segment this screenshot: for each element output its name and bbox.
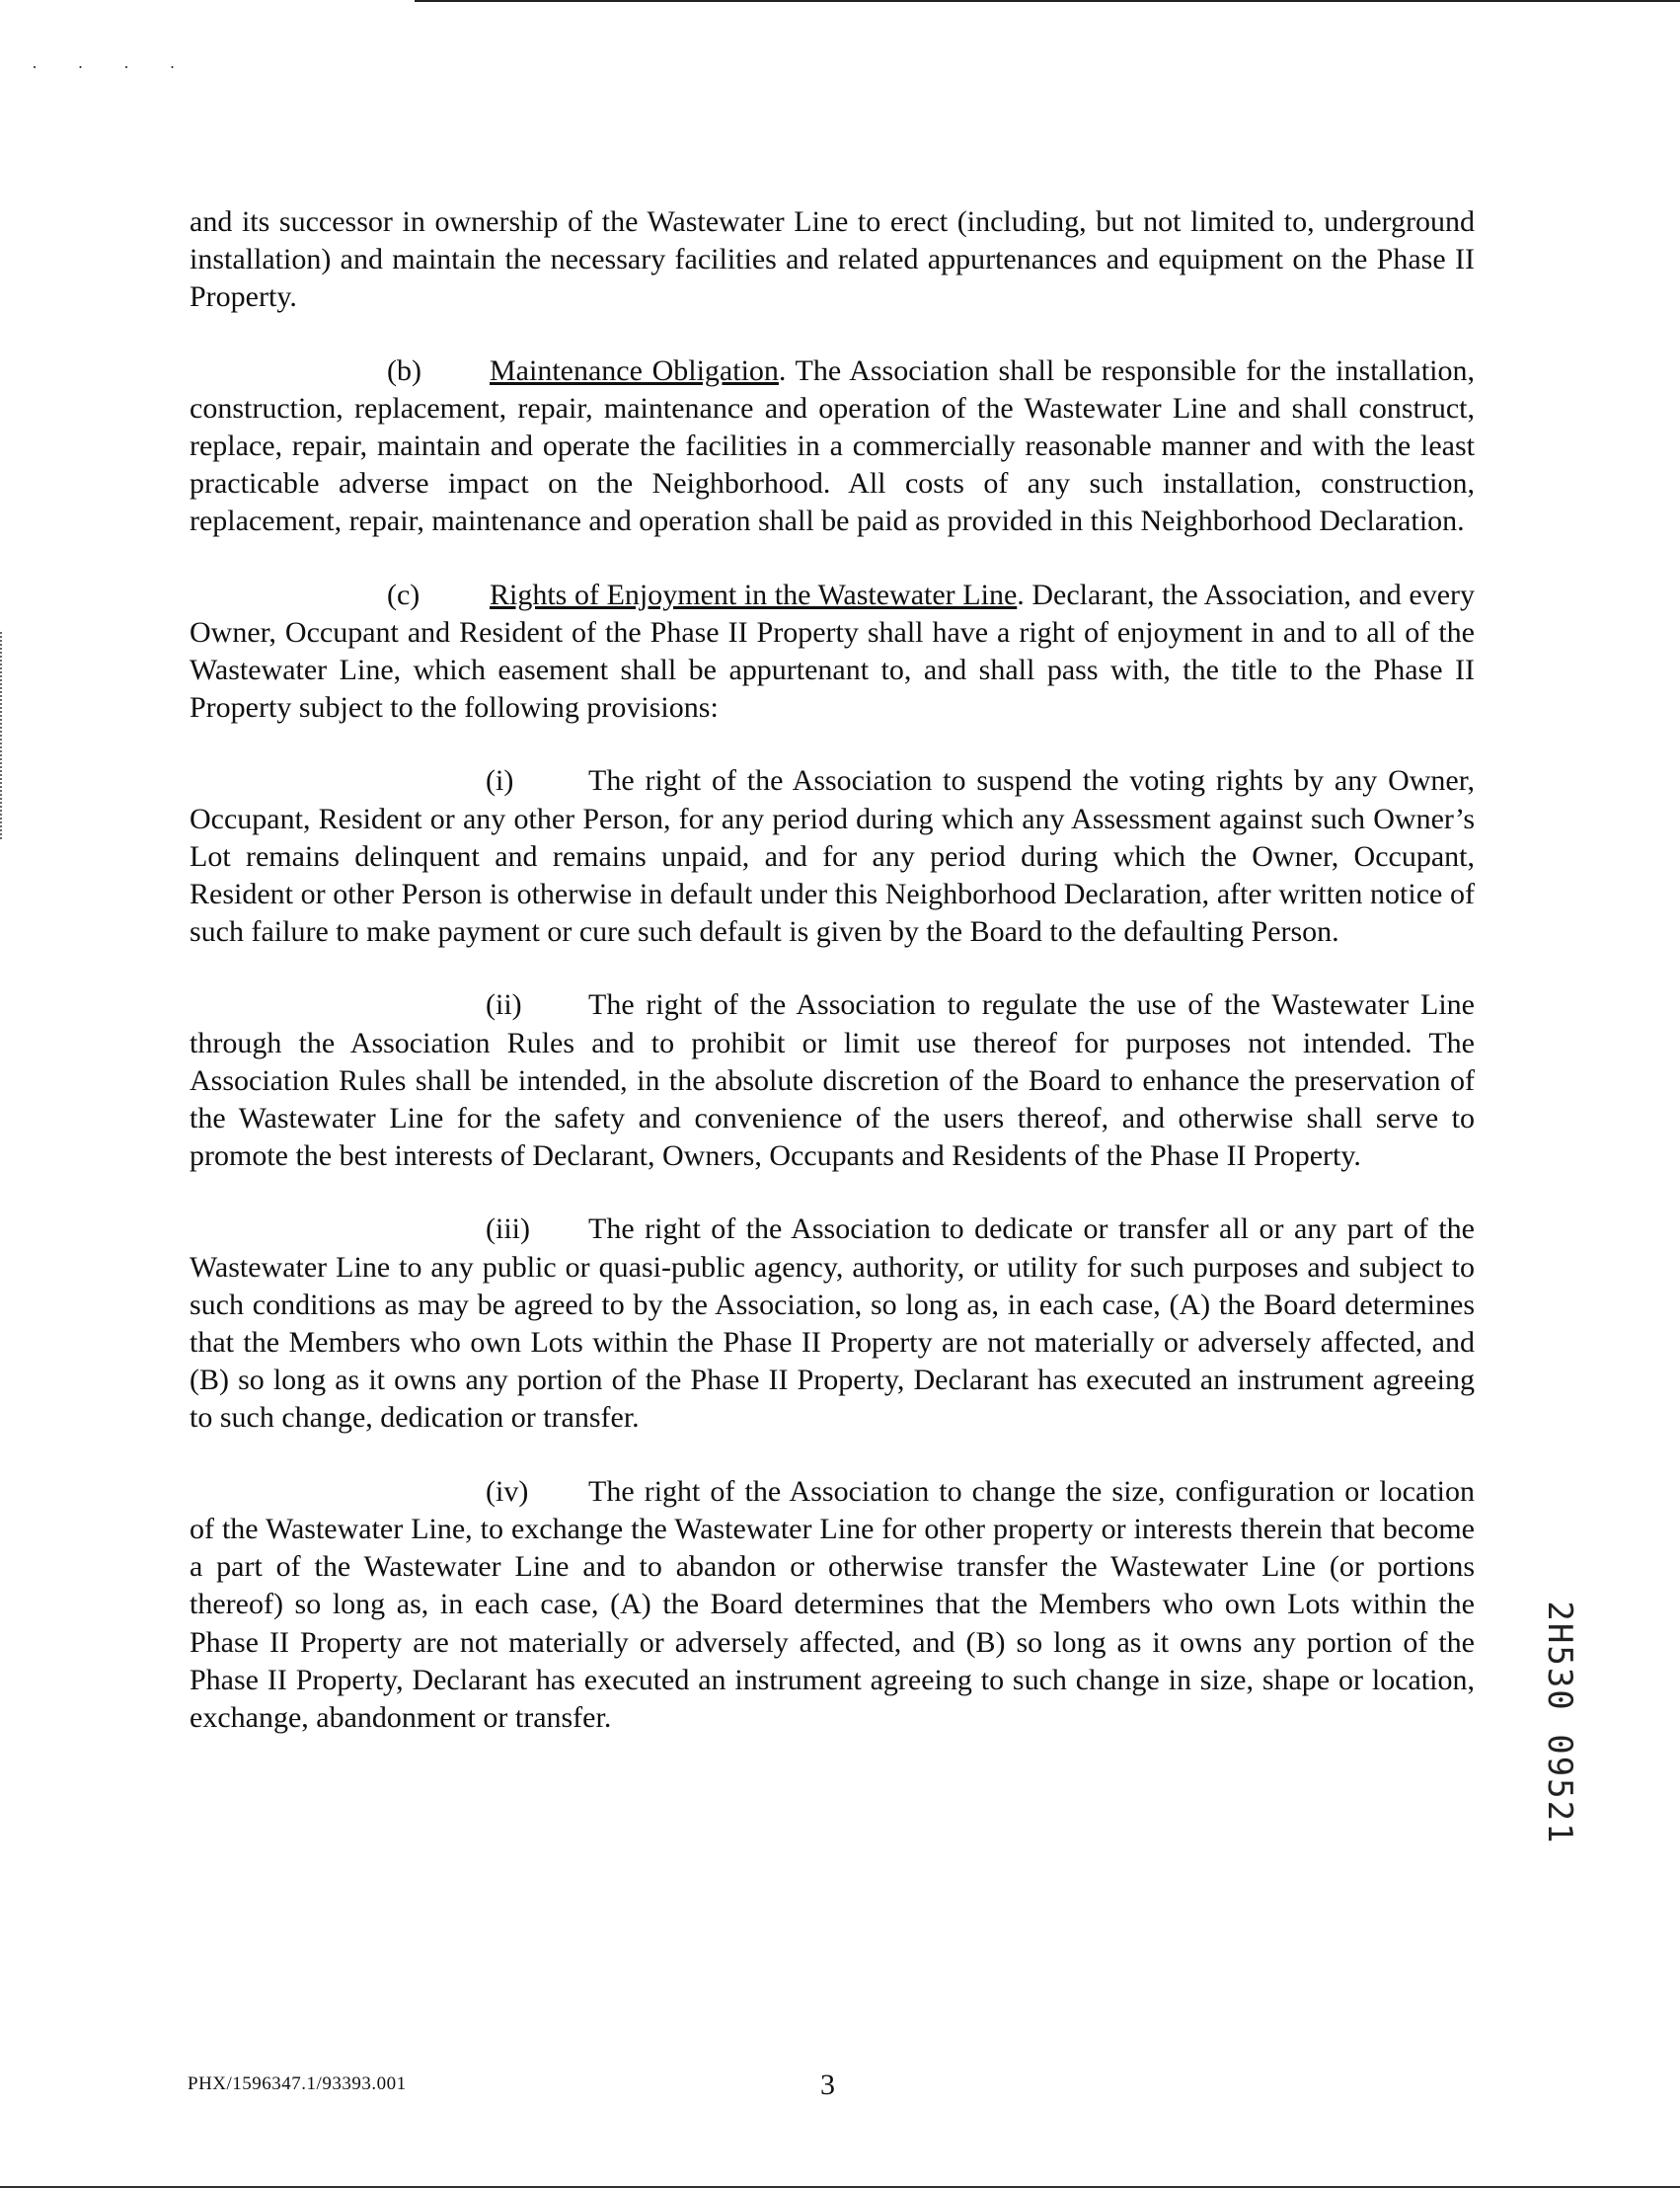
section-c-text: . Declarant, the Association, and every Owner, Occupant and Resident of the Phase II Property shall have a right of enjoyment in and to all of the Wastewater Line, which easement shall be appurtenant to, and shall pass with, the title to the Phase II Property subject to the following provisions: bbox=[190, 578, 1475, 725]
margin-recording-stamp bbox=[1535, 1590, 1584, 1856]
page-number: 3 bbox=[820, 2069, 835, 2101]
provision-i-text: The right of the Association to suspend the voting rights by any Owner, Occupant, Resident or any other Person, for any period during which any Assessment against such Owner’s Lot remains delinquent and remains unpaid, and for any period during which the Owner, Occupant, Resident or other Person is otherwise in default under this Neighborhood Declaration, after written notice of such failure to make payment or cure such default is given by the Board to the defaulting Person. bbox=[190, 764, 1475, 949]
provision-ii-marker: (ii) bbox=[486, 988, 522, 1022]
section-b-paragraph bbox=[190, 352, 1475, 541]
top-edge-rule bbox=[415, 0, 1680, 2]
margin-stamp-text: 2H530 09521 bbox=[1540, 1601, 1579, 1845]
section-c-paragraph bbox=[190, 577, 1475, 728]
left-margin-marks bbox=[0, 632, 6, 839]
provision-ii bbox=[190, 986, 1475, 1175]
provision-iii-marker: (iii) bbox=[486, 1212, 530, 1246]
document-body bbox=[190, 203, 1475, 1772]
provision-iii-text: The right of the Association to dedicate or transfer all or any part of the Wastewater Line to any public or quasi-public agency, authority, or utility for such purposes and subject to such conditions as may be agreed to by the Association, so long as, in each case, (A) the Board determines that the Members who own Lots within the Phase II Property are not materially or adversely affected, and (B) so long as it owns any portion of the Phase II Property, Declarant has executed an instrument agreeing to such change, dedication or transfer. bbox=[190, 1212, 1475, 1435]
section-b-marker: (b) bbox=[387, 353, 421, 387]
provision-ii-text: The right of the Association to regulate the use of the Wastewater Line through the Association Rules and to prohibit or limit use thereof for purposes not intended. The Association Rules shall be intended, in the absolute discretion of the Board to enhance the preservation of the Wastewater Line for the safety and convenience of the users thereof, and otherwise shall serve to promote the best interests of Declarant, Owners, Occupants and Residents of the Phase II Property. bbox=[190, 988, 1475, 1173]
footer-document-id: PHX/1596347.1/93393.001 bbox=[188, 2073, 407, 2094]
intro-paragraph: and its successor in ownership of the Wastewater Line to erect (including, but not limited to, underground installation) and maintain the necessary facilities and related appurtenances and equipment on the Phase II Property. bbox=[190, 205, 1475, 314]
provision-iii bbox=[190, 1211, 1475, 1437]
provision-iv bbox=[190, 1473, 1475, 1737]
section-b-text: . The Association shall be responsible for the installation, construction, replacement, repair, maintenance and operation of the Wastewater Line and shall construct, replace, repair, maintain and operate the facilities in a commercially reasonable manner and with the least practicable adverse impact on the Neighborhood. All costs of any such installation, construction, replacement, repair, maintenance and operation shall be paid as provided in this Neighborhood Declaration. bbox=[190, 353, 1475, 538]
scan-artifact-dots: · · · · bbox=[32, 57, 193, 77]
section-c-marker: (c) bbox=[387, 578, 420, 611]
provision-iv-marker: (iv) bbox=[486, 1474, 529, 1508]
section-b-heading: Maintenance Obligation bbox=[490, 353, 779, 387]
provision-iv-text: The right of the Association to change the size, configuration or location of the Wastewater Line, to exchange the Wastewater Line for other property or interests therein that become a part of the Wastewater Line and to abandon or otherwise transfer the Wastewater Line (or portions thereof) so long as, in each case, (A) the Board determines that the Members who own Lots within the Phase II Property are not materially or adversely affected, and (B) so long as it owns any portion of the Phase II Property, Declarant has executed an instrument agreeing to such change in size, shape or location, exchange, abandonment or transfer. bbox=[190, 1474, 1475, 1734]
provision-i-marker: (i) bbox=[486, 764, 514, 798]
section-c-heading: Rights of Enjoyment in the Wastewater Line bbox=[490, 578, 1018, 611]
provision-i bbox=[190, 762, 1475, 951]
